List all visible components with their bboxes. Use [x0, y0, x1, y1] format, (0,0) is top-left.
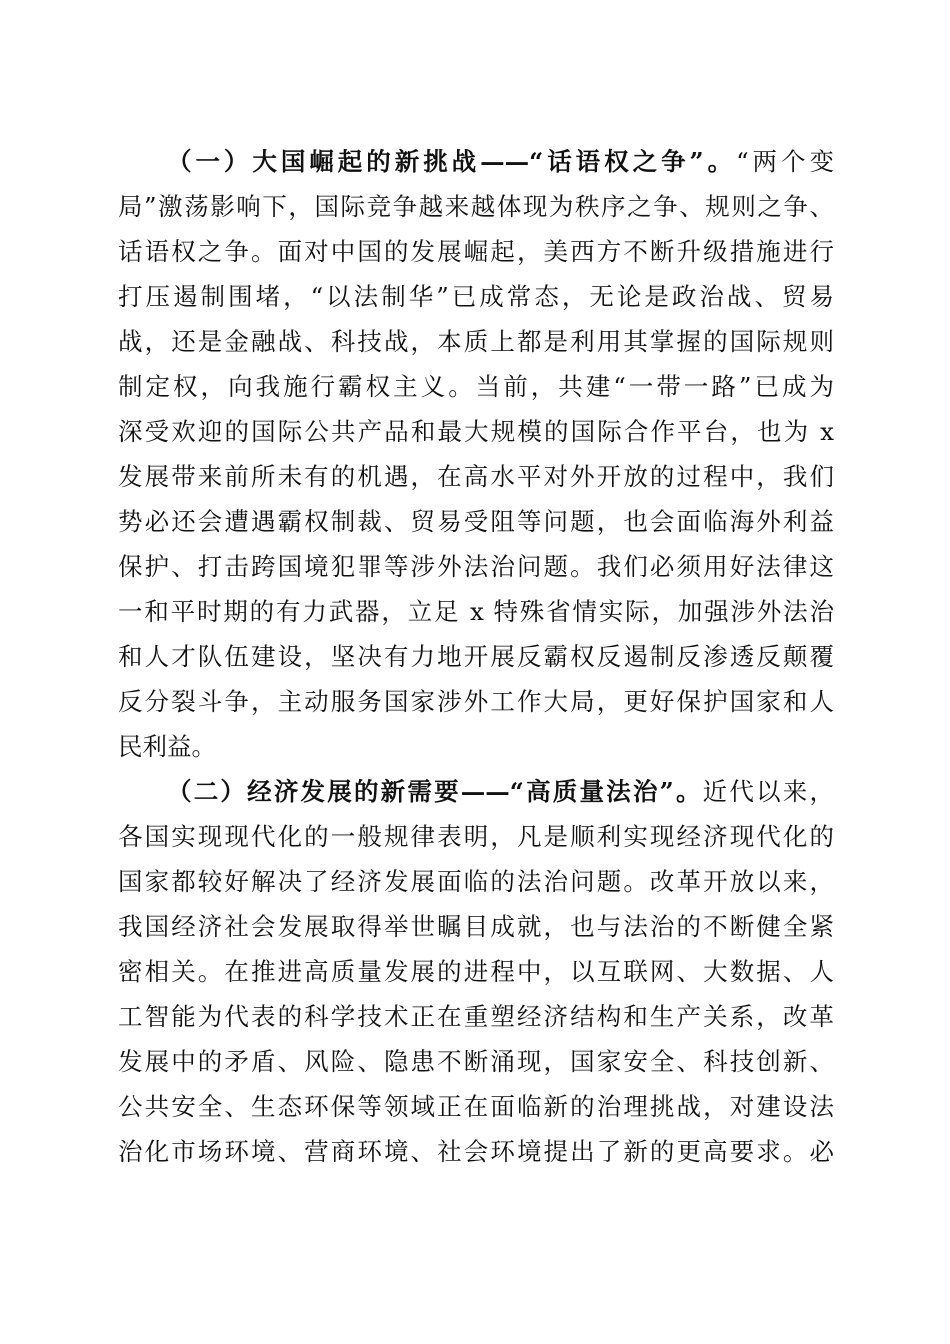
section1-line-2: 局”激荡影响下，国际竞争越来越体现为秩序之争、规则之争、 — [118, 192, 834, 221]
section2-heading-tail: 近代以来， — [702, 777, 835, 806]
section1-line-1 — [167, 142, 834, 182]
section2-line-8: 公共安全、生态环保等领域正在面临新的治理挑战，对建设法 — [118, 1092, 834, 1121]
section2-heading: （二）经济发展的新需要——“高质量法治”。 — [167, 777, 703, 806]
section1-line-13: 反分裂斗争，主动服务国家涉外工作大局，更好保护国家和人 — [118, 687, 834, 716]
section1-line-3: 话语权之争。面对中国的发展崛起，美西方不断升级措施进行 — [118, 237, 834, 266]
section1-line-14: 民利益。 — [118, 732, 216, 761]
section2-line-2: 各国实现现代化的一般规律表明，凡是顺利实现经济现代化的 — [118, 822, 834, 851]
section1-line-10: 保护、打击跨国境犯罪等涉外法治问题。我们必须用好法律这 — [118, 552, 834, 581]
section1-heading-tail: “两个变 — [736, 147, 834, 176]
section1-line-4: 打压遏制围堵，“以法制华”已成常态，无论是政治战、贸易 — [118, 282, 834, 311]
section1-line-12: 和人才队伍建设，坚决有力地开展反霸权反遏制反渗透反颠覆 — [118, 642, 834, 671]
section1-heading: （一）大国崛起的新挑战——“话语权之争”。 — [167, 147, 737, 176]
section2-line-6: 工智能为代表的科学技术正在重塑经济结构和生产关系，改革 — [118, 1002, 834, 1031]
section2-line-4: 我国经济社会发展取得举世瞩目成就，也与法治的不断健全紧 — [118, 912, 834, 941]
section1-line-7: 深受欢迎的国际公共产品和最大规模的国际合作平台，也为 x — [118, 417, 834, 446]
section1-line-11: 一和平时期的有力武器，立足 x 特殊省情实际，加强涉外法治 — [118, 597, 834, 626]
section2-line-1 — [167, 772, 834, 812]
section1-line-5: 战，还是金融战、科技战，本质上都是利用其掌握的国际规则 — [118, 327, 834, 356]
section2-line-3: 国家都较好解决了经济发展面临的法治问题。改革开放以来， — [118, 867, 834, 896]
section1-line-8: 发展带来前所未有的机遇，在高水平对外开放的过程中，我们 — [118, 462, 834, 491]
section2-line-9: 治化市场环境、营商环境、社会环境提出了新的更高要求。必 — [118, 1137, 834, 1166]
section1-line-9: 势必还会遭遇霸权制裁、贸易受阻等问题，也会面临海外利益 — [118, 507, 834, 536]
section2-line-7: 发展中的矛盾、风险、隐患不断涌现，国家安全、科技创新、 — [118, 1047, 834, 1076]
section2-line-5: 密相关。在推进高质量发展的进程中，以互联网、大数据、人 — [118, 957, 834, 986]
section1-line-6: 制定权，向我施行霸权主义。当前，共建“一带一路”已成为 — [118, 372, 834, 401]
